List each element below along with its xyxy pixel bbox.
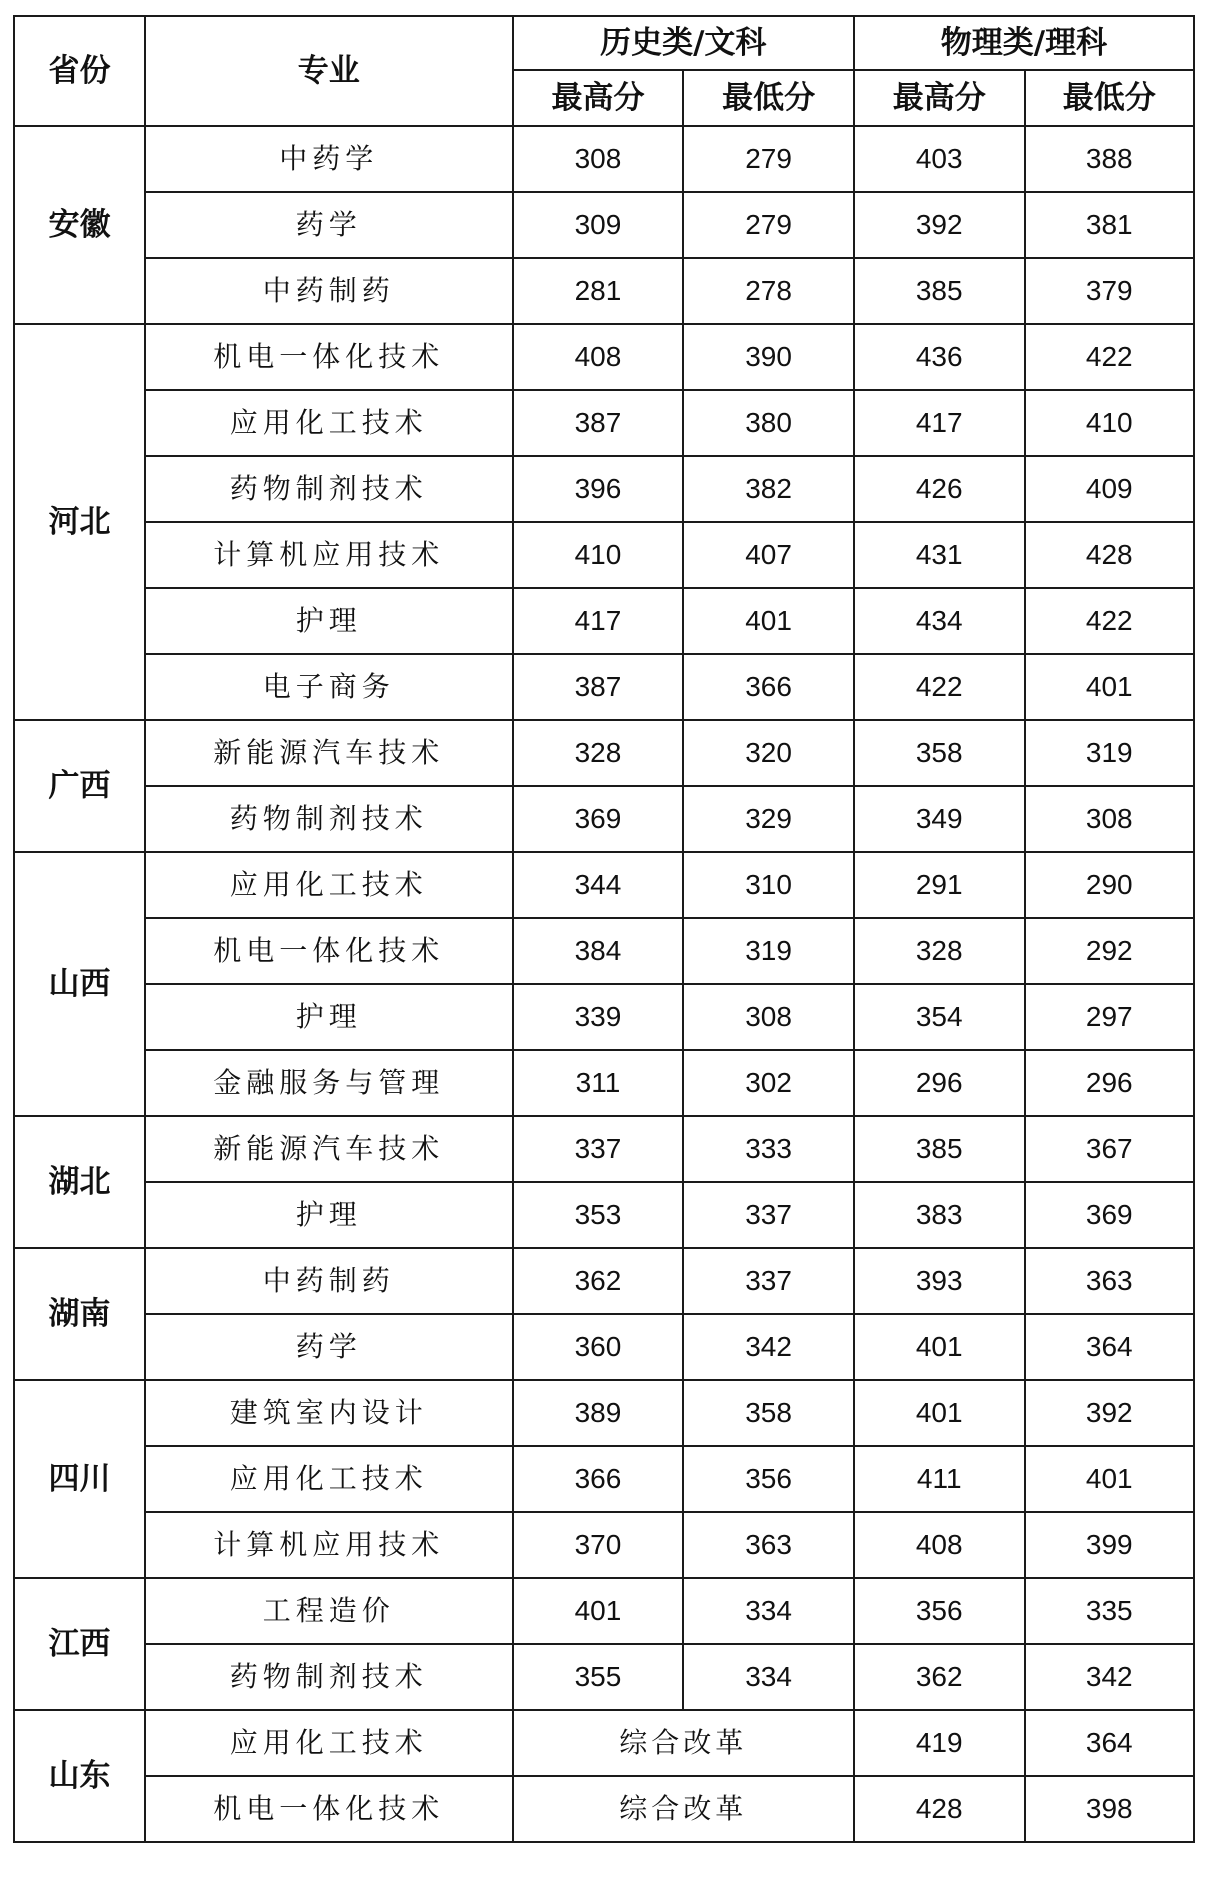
physics-min-cell: 335 (1025, 1578, 1194, 1644)
history-max-cell: 355 (513, 1644, 684, 1710)
history-min-cell: 279 (683, 192, 854, 258)
major-cell: 护理 (145, 588, 513, 654)
table-row (14, 786, 1194, 852)
history-max-cell: 328 (513, 720, 684, 786)
province-cell: 山东 (14, 1710, 145, 1842)
major-cell: 中药制药 (145, 258, 513, 324)
history-min-cell: 356 (683, 1446, 854, 1512)
header-physics-group: 物理类/理科 (854, 16, 1194, 70)
physics-max-cell: 403 (854, 126, 1025, 192)
history-max-cell: 281 (513, 258, 684, 324)
province-cell: 湖北 (14, 1116, 145, 1248)
major-cell: 应用化工技术 (145, 1446, 513, 1512)
physics-max-cell: 328 (854, 918, 1025, 984)
major-cell: 药物制剂技术 (145, 1644, 513, 1710)
history-max-cell: 417 (513, 588, 684, 654)
header-row-groups (14, 16, 1194, 70)
physics-max-cell: 383 (854, 1182, 1025, 1248)
table-row (14, 126, 1194, 192)
history-min-cell: 310 (683, 852, 854, 918)
physics-max-cell: 296 (854, 1050, 1025, 1116)
major-cell: 应用化工技术 (145, 852, 513, 918)
history-min-cell: 302 (683, 1050, 854, 1116)
history-min-cell: 334 (683, 1578, 854, 1644)
province-cell: 四川 (14, 1380, 145, 1578)
physics-max-cell: 392 (854, 192, 1025, 258)
major-cell: 药物制剂技术 (145, 456, 513, 522)
province-cell: 河北 (14, 324, 145, 720)
physics-max-cell: 422 (854, 654, 1025, 720)
province-cell: 山西 (14, 852, 145, 1116)
history-max-cell: 389 (513, 1380, 684, 1446)
table-row (14, 1578, 1194, 1644)
table-row (14, 588, 1194, 654)
physics-max-cell: 419 (854, 1710, 1025, 1776)
table-row (14, 1116, 1194, 1182)
physics-min-cell: 388 (1025, 126, 1194, 192)
table-row (14, 1380, 1194, 1446)
history-min-cell: 390 (683, 324, 854, 390)
physics-min-cell: 364 (1025, 1314, 1194, 1380)
table-row (14, 522, 1194, 588)
history-min-cell: 333 (683, 1116, 854, 1182)
history-max-cell: 362 (513, 1248, 684, 1314)
physics-min-cell: 422 (1025, 588, 1194, 654)
history-min-cell: 337 (683, 1248, 854, 1314)
history-merged-note-cell: 综合改革 (513, 1776, 854, 1842)
physics-min-cell: 410 (1025, 390, 1194, 456)
table-row (14, 720, 1194, 786)
admission-score-table (13, 15, 1195, 1843)
history-min-cell: 319 (683, 918, 854, 984)
major-cell: 工程造价 (145, 1578, 513, 1644)
major-cell: 应用化工技术 (145, 1710, 513, 1776)
province-cell: 安徽 (14, 126, 145, 324)
table-row (14, 852, 1194, 918)
major-cell: 金融服务与管理 (145, 1050, 513, 1116)
physics-min-cell: 342 (1025, 1644, 1194, 1710)
history-max-cell: 369 (513, 786, 684, 852)
major-cell: 机电一体化技术 (145, 1776, 513, 1842)
physics-max-cell: 401 (854, 1314, 1025, 1380)
major-cell: 中药制药 (145, 1248, 513, 1314)
physics-min-cell: 392 (1025, 1380, 1194, 1446)
major-cell: 计算机应用技术 (145, 522, 513, 588)
table-row (14, 258, 1194, 324)
history-min-cell: 308 (683, 984, 854, 1050)
table-row (14, 984, 1194, 1050)
physics-min-cell: 296 (1025, 1050, 1194, 1116)
history-merged-note-cell: 综合改革 (513, 1710, 854, 1776)
physics-min-cell: 367 (1025, 1116, 1194, 1182)
physics-min-cell: 422 (1025, 324, 1194, 390)
history-min-cell: 382 (683, 456, 854, 522)
major-cell: 护理 (145, 1182, 513, 1248)
table-row (14, 1710, 1194, 1776)
physics-min-cell: 364 (1025, 1710, 1194, 1776)
province-cell: 江西 (14, 1578, 145, 1710)
major-cell: 电子商务 (145, 654, 513, 720)
physics-max-cell: 426 (854, 456, 1025, 522)
table-body (14, 126, 1194, 1842)
physics-min-cell: 290 (1025, 852, 1194, 918)
table-header (14, 16, 1194, 126)
header-history-group: 历史类/文科 (513, 16, 854, 70)
physics-min-cell: 308 (1025, 786, 1194, 852)
physics-max-cell: 411 (854, 1446, 1025, 1512)
physics-max-cell: 291 (854, 852, 1025, 918)
history-max-cell: 311 (513, 1050, 684, 1116)
header-major: 专业 (145, 16, 513, 126)
history-max-cell: 353 (513, 1182, 684, 1248)
major-cell: 机电一体化技术 (145, 324, 513, 390)
physics-max-cell: 401 (854, 1380, 1025, 1446)
history-min-cell: 407 (683, 522, 854, 588)
history-min-cell: 342 (683, 1314, 854, 1380)
table-row (14, 1314, 1194, 1380)
major-cell: 计算机应用技术 (145, 1512, 513, 1578)
table-row (14, 1248, 1194, 1314)
history-max-cell: 366 (513, 1446, 684, 1512)
history-max-cell: 309 (513, 192, 684, 258)
header-history-min: 最低分 (683, 70, 854, 126)
major-cell: 新能源汽车技术 (145, 1116, 513, 1182)
table-row (14, 918, 1194, 984)
history-max-cell: 396 (513, 456, 684, 522)
physics-max-cell: 417 (854, 390, 1025, 456)
physics-max-cell: 349 (854, 786, 1025, 852)
physics-max-cell: 385 (854, 1116, 1025, 1182)
history-max-cell: 387 (513, 654, 684, 720)
header-province: 省份 (14, 16, 145, 126)
major-cell: 药物制剂技术 (145, 786, 513, 852)
history-max-cell: 370 (513, 1512, 684, 1578)
history-max-cell: 401 (513, 1578, 684, 1644)
major-cell: 机电一体化技术 (145, 918, 513, 984)
header-history-max: 最高分 (513, 70, 684, 126)
history-max-cell: 384 (513, 918, 684, 984)
history-min-cell: 329 (683, 786, 854, 852)
history-min-cell: 380 (683, 390, 854, 456)
header-physics-max: 最高分 (854, 70, 1025, 126)
physics-min-cell: 369 (1025, 1182, 1194, 1248)
physics-max-cell: 431 (854, 522, 1025, 588)
physics-min-cell: 399 (1025, 1512, 1194, 1578)
physics-max-cell: 393 (854, 1248, 1025, 1314)
physics-max-cell: 362 (854, 1644, 1025, 1710)
table-row (14, 1446, 1194, 1512)
history-max-cell: 410 (513, 522, 684, 588)
history-max-cell: 387 (513, 390, 684, 456)
table-row (14, 1050, 1194, 1116)
physics-min-cell: 297 (1025, 984, 1194, 1050)
physics-max-cell: 428 (854, 1776, 1025, 1842)
physics-min-cell: 292 (1025, 918, 1194, 984)
history-max-cell: 344 (513, 852, 684, 918)
major-cell: 药学 (145, 192, 513, 258)
history-max-cell: 339 (513, 984, 684, 1050)
province-cell: 广西 (14, 720, 145, 852)
history-min-cell: 358 (683, 1380, 854, 1446)
history-min-cell: 366 (683, 654, 854, 720)
physics-min-cell: 363 (1025, 1248, 1194, 1314)
table-row (14, 1776, 1194, 1842)
physics-min-cell: 319 (1025, 720, 1194, 786)
table-row (14, 324, 1194, 390)
history-max-cell: 337 (513, 1116, 684, 1182)
history-max-cell: 360 (513, 1314, 684, 1380)
physics-max-cell: 354 (854, 984, 1025, 1050)
table-row (14, 654, 1194, 720)
table-row (14, 1512, 1194, 1578)
table-row (14, 1182, 1194, 1248)
history-min-cell: 334 (683, 1644, 854, 1710)
physics-max-cell: 385 (854, 258, 1025, 324)
physics-max-cell: 356 (854, 1578, 1025, 1644)
table-row (14, 1644, 1194, 1710)
history-min-cell: 278 (683, 258, 854, 324)
history-min-cell: 320 (683, 720, 854, 786)
province-cell: 湖南 (14, 1248, 145, 1380)
major-cell: 新能源汽车技术 (145, 720, 513, 786)
major-cell: 中药学 (145, 126, 513, 192)
physics-min-cell: 381 (1025, 192, 1194, 258)
physics-min-cell: 401 (1025, 1446, 1194, 1512)
history-min-cell: 337 (683, 1182, 854, 1248)
major-cell: 建筑室内设计 (145, 1380, 513, 1446)
table-row (14, 390, 1194, 456)
major-cell: 应用化工技术 (145, 390, 513, 456)
history-min-cell: 363 (683, 1512, 854, 1578)
history-max-cell: 408 (513, 324, 684, 390)
physics-min-cell: 428 (1025, 522, 1194, 588)
physics-min-cell: 401 (1025, 654, 1194, 720)
physics-max-cell: 358 (854, 720, 1025, 786)
table-row (14, 192, 1194, 258)
header-physics-min: 最低分 (1025, 70, 1194, 126)
history-min-cell: 279 (683, 126, 854, 192)
table-row (14, 456, 1194, 522)
major-cell: 药学 (145, 1314, 513, 1380)
history-min-cell: 401 (683, 588, 854, 654)
physics-min-cell: 409 (1025, 456, 1194, 522)
major-cell: 护理 (145, 984, 513, 1050)
physics-min-cell: 398 (1025, 1776, 1194, 1842)
physics-min-cell: 379 (1025, 258, 1194, 324)
history-max-cell: 308 (513, 126, 684, 192)
physics-max-cell: 434 (854, 588, 1025, 654)
physics-max-cell: 408 (854, 1512, 1025, 1578)
physics-max-cell: 436 (854, 324, 1025, 390)
